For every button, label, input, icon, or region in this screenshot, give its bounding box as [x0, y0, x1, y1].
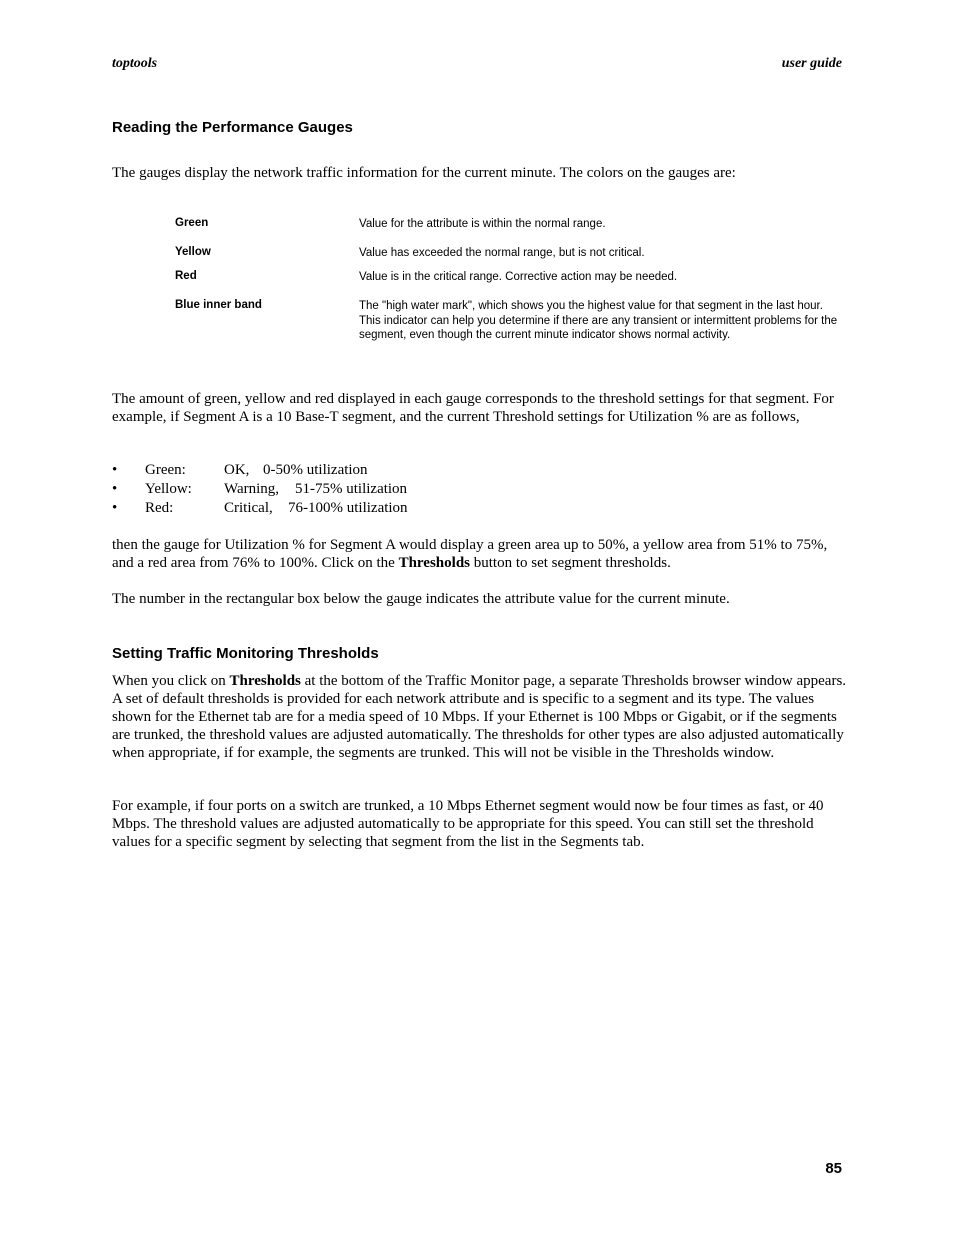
bullet-icon: •: [112, 462, 118, 478]
bullet-state: Critical,: [224, 500, 273, 516]
color-term: Blue inner band: [175, 299, 262, 311]
gauge-result-paragraph: then the gauge for Utilization % for Segment A would display a green area up to 50%, a yellow area from 51% to 75%, and a red area from 76% to 100%. Click on the Thresholds button to set segment thresholds.: [112, 537, 828, 571]
bullet-icon: •: [112, 500, 118, 516]
bullet-icon: •: [112, 481, 118, 497]
bullet-state: OK,: [224, 462, 250, 478]
list-item: [112, 481, 512, 499]
list-item: [112, 500, 512, 518]
value-box-paragraph: The number in the rectangular box below the gauge indicates the attribute value for the current minute.: [112, 591, 730, 607]
bullet-range: 76-100% utilization: [288, 500, 408, 516]
page-number: 85: [825, 1160, 842, 1177]
bullet-state: Warning,: [224, 481, 280, 497]
color-description: The "high water mark", which shows you the highest value for that segment in the last hour. This indicator can help you determine if there are any transient or intermittent problems for the segment, even though the current minute indicator shows normal activity.: [359, 300, 838, 342]
thresholds-term: Thresholds: [398, 555, 470, 571]
threshold-example-paragraph: The amount of green, yellow and red displayed in each gauge corresponds to the threshold settings for that segment. For example, if Segment A is a 10 Base-T segment, and the current Threshold settings for Utilization % are as follows,: [112, 391, 834, 425]
section-heading-gauges: Reading the Performance Gauges: [112, 119, 353, 136]
color-description: Value is in the critical range. Corrective action may be needed.: [359, 271, 678, 283]
color-description: Value has exceeded the normal range, but is not critical.: [359, 247, 645, 259]
color-term: Green: [175, 217, 209, 229]
bullet-label: Yellow:: [145, 481, 192, 497]
gauges-intro-paragraph: The gauges display the network traffic information for the current minute. The colors on the gauges are:: [112, 165, 736, 181]
bullet-range: 0-50% utilization: [263, 462, 368, 478]
running-header-left: toptools: [112, 56, 158, 71]
color-term: Red: [175, 270, 197, 282]
bullet-range: 51-75% utilization: [295, 481, 408, 497]
running-header-right: user guide: [781, 56, 842, 71]
list-item: [112, 462, 512, 480]
trunking-example-paragraph: For example, if four ports on a switch are trunked, a 10 Mbps Ethernet segment would now be four times as fast, or 40 Mbps. The threshold values are adjusted automatically to be appropriate for this speed. You can still set the threshold values for a specific segment by selecting that segment from the list in the Segments tab.: [112, 798, 824, 850]
bullet-label: Red:: [145, 500, 174, 516]
thresholds-term: Thresholds: [229, 673, 301, 689]
section-heading-thresholds: Setting Traffic Monitoring Thresholds: [112, 645, 379, 662]
bullet-label: Green:: [145, 462, 186, 478]
color-description: Value for the attribute is within the normal range.: [359, 218, 606, 230]
thresholds-window-paragraph: When you click on Thresholds at the bottom of the Traffic Monitor page, a separate Thresholds browser window appears. A set of default thresholds is provided for each network attribute and is specific to a segment and its type. The values shown for the Ethernet tab are for a media speed of 10 Mbps. If your Ethernet is 100 Mbps or Gigabit, or if the segments are trunked, the threshold values are adjusted automatically. The thresholds for other types are also adjusted automatically when appropriate, if for example, the segments are trunked. This will not be visible in the Thresholds window.: [112, 673, 847, 761]
color-term: Yellow: [175, 246, 211, 258]
